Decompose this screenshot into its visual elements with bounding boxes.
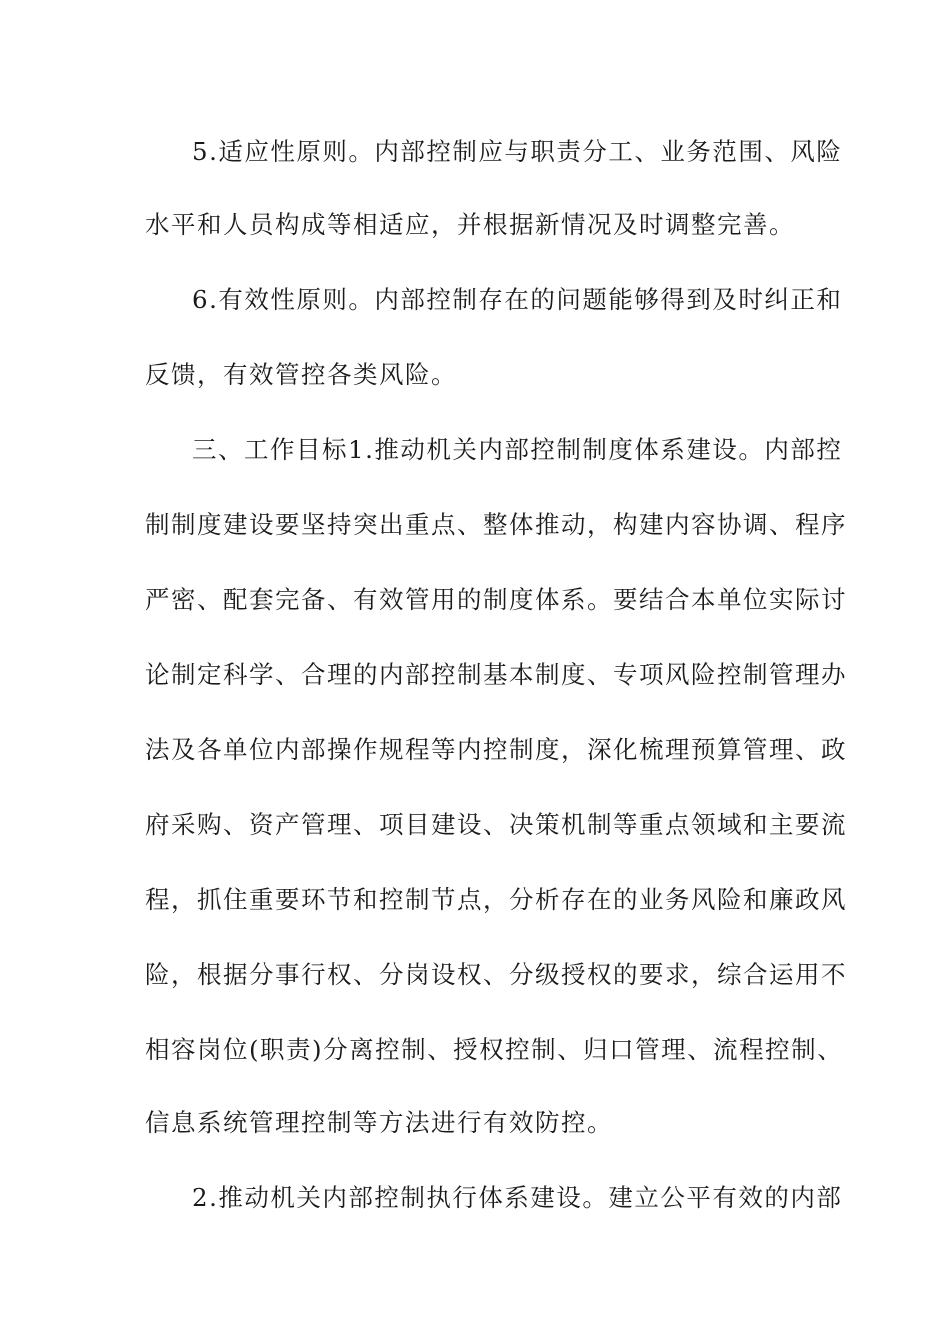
paragraph-line: 制制度建设要坚持突出重点、整体推动，构建内容协调、程序 xyxy=(145,510,847,539)
paragraph-line: 论制定科学、合理的内部控制基本制度、专项风险控制管理办 xyxy=(145,660,847,689)
paragraph-line: 相容岗位(职责)分离控制、授权控制、归口管理、流程控制、 xyxy=(145,1035,844,1064)
paragraph-line: 法及各单位内部操作规程等内控制度，深化梳理预算管理、政 xyxy=(145,735,847,764)
paragraph-line: 反馈，有效管控各类风险。 xyxy=(145,360,457,389)
paragraph-line: 险，根据分事行权、分岗设权、分级授权的要求，综合运用不 xyxy=(145,960,847,989)
section-heading-line: 三、工作目标1.推动机关内部控制制度体系建设。内部控 xyxy=(192,435,843,464)
paragraph-line: 水平和人员构成等相适应，并根据新情况及时调整完善。 xyxy=(145,210,795,239)
paragraph-line: 5.适应性原则。内部控制应与职责分工、业务范围、风险 xyxy=(192,137,843,166)
paragraph-line: 严密、配套完备、有效管用的制度体系。要结合本单位实际讨 xyxy=(145,585,847,614)
paragraph-line: 程，抓住重要环节和控制节点，分析存在的业务风险和廉政风 xyxy=(145,885,847,914)
paragraph-line: 2.推动机关内部控制执行体系建设。建立公平有效的内部 xyxy=(192,1183,843,1212)
paragraph-line: 府采购、资产管理、项目建设、决策机制等重点领域和主要流 xyxy=(145,810,847,839)
paragraph-line: 信息系统管理控制等方法进行有效防控。 xyxy=(145,1108,613,1137)
paragraph-line: 6.有效性原则。内部控制存在的问题能够得到及时纠正和 xyxy=(192,285,843,314)
